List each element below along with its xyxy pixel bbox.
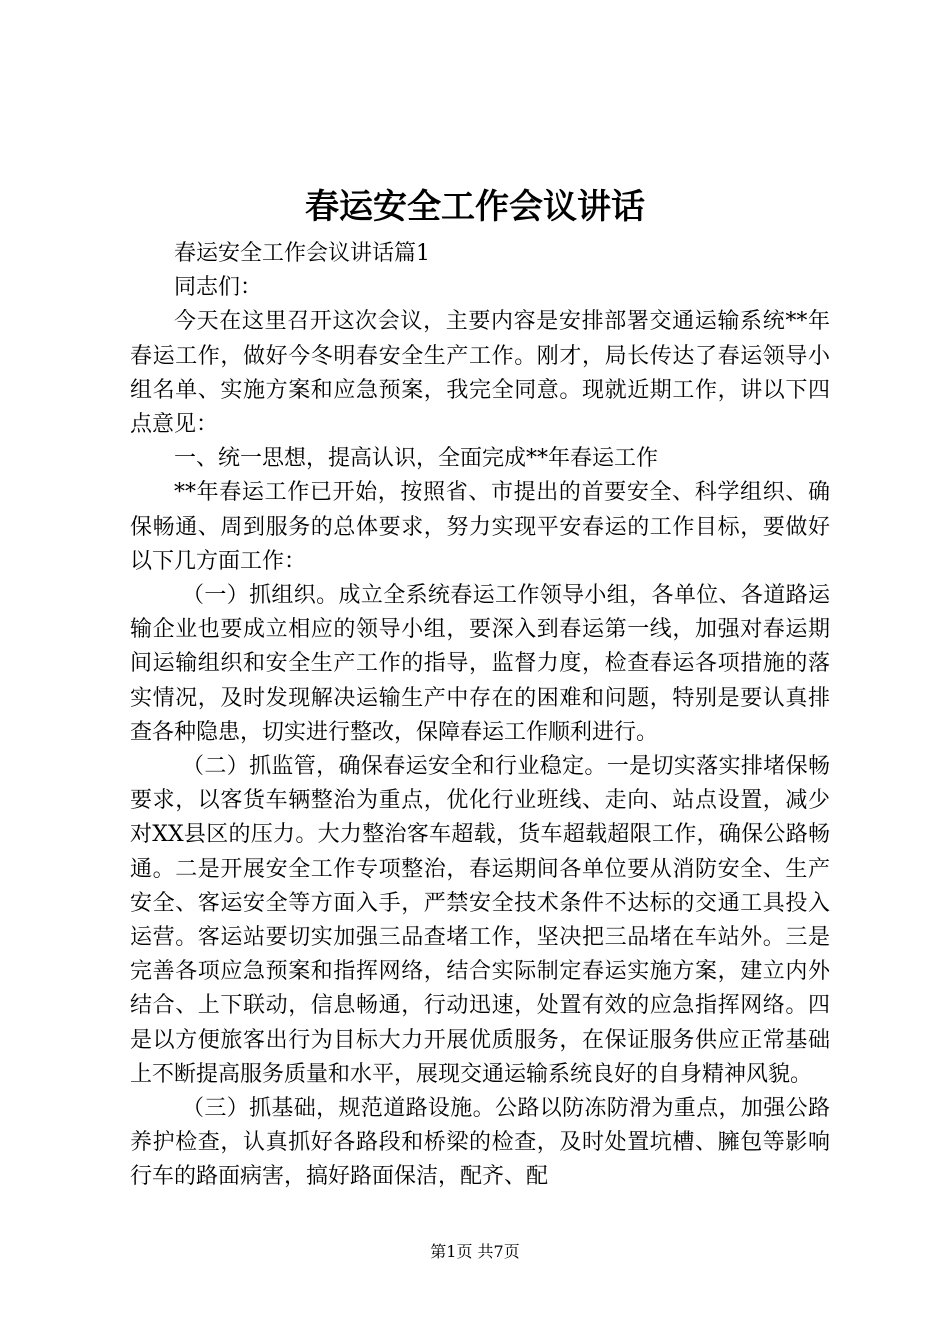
paragraph-intro: 今天在这里召开这次会议，主要内容是安排部署交通运输系统**年春运工作，做好今冬明春安全生产工作。刚才，局长传达了春运领导小组名单、实施方案和应急预案，我完全同意。现就近期工作，讲以下四点意见：	[130, 309, 830, 438]
paragraph-item-two: （二）抓监管，确保春运安全和行业稳定。一是切实落实排堵保畅要求，以客货车辆整治为重点，优化行业班线、走向、站点设置，减少对XX县区的压力。大力整治客车超载，货车超载超限工作，确保公路畅通。二是开展安全工作专项整治，春运期间各单位要从消防安全、生产安全、客运安全等方面入手，严禁安全技术条件不达标的交通工具投入运营。客运站要切实加强三品查堵工作，坚决把三品堵在车站外。三是完善各项应急预案和指挥网络，结合实际制定春运实施方案，建立内外结合、上下联动，信息畅通，行动迅速，处置有效的应急指挥网络。四是以方便旅客出行为目标大力开展优质服务，在保证服务供应正常基础上不断提高服务质量和水平，展现交通运输系统良好的自身精神风貌。	[130, 754, 830, 1087]
paragraph-heading: 春运安全工作会议讲话篇1	[174, 241, 430, 266]
document-body	[130, 237, 830, 1195]
paragraph-section-one-heading: 一、统一思想，提高认识，全面完成**年春运工作	[174, 446, 659, 472]
paragraph-item-one: （一）抓组织。成立全系统春运工作领导小组，各单位、各道路运输企业也要成立相应的领导小组，要深入到春运第一线，加强对春运期间运输组织和安全生产工作的指导，监督力度，检查春运各项措施的落实情况，及时发现解决运输生产中存在的困难和问题，特别是要认真排查各种隐患，切实进行整改，保障春运工作顺利进行。	[130, 583, 830, 745]
paragraph-item-three: （三）抓基础，规范道路设施。公路以防冻防滑为重点，加强公路养护检查，认真抓好各路段和桥梁的检查，及时处置坑槽、臃包等影响行车的路面病害，搞好路面保洁，配齐、配	[130, 1096, 830, 1190]
document-title: 春运安全工作会议讲话	[305, 187, 645, 227]
paragraph-section-one-body: **年春运工作已开始，按照省、市提出的首要安全、科学组织、确保畅通、周到服务的总体要求，努力实现平安春运的工作目标，要做好以下几方面工作：	[130, 480, 830, 574]
paragraph-salutation: 同志们：	[174, 275, 263, 301]
page-footer: 第1页 共7页	[430, 1242, 520, 1261]
